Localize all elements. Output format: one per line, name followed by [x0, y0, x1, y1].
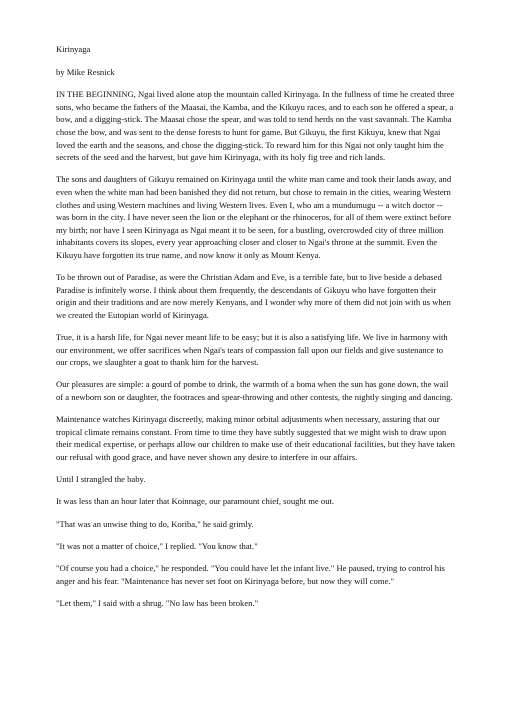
paragraph: True, it is a harsh life, for Ngai never meant life to be easy; but it is also a satisfying life. We live in harmony with our environment, we offer sacrifices when Ngai's tears of compassion fall upon our fields and give sustenance to our crops, we slaughter a goat to thank him for the harvest. — [56, 332, 448, 368]
document-title: Kirinyaga — [56, 44, 91, 54]
paragraph: It was less than an hour later that Koinnage, our paramount chief, sought me out. — [56, 496, 335, 507]
paragraph: "Of course you had a choice," he responded. "You could have let the infant live." He paused, trying to control his anger and his fear. "Maintenance has never set foot on Kirinyaga before, but now they will come." — [56, 562, 445, 586]
paragraph: Until I strangled the baby. — [56, 474, 146, 485]
paragraph: "That was an unwise thing to do, Koriba," he said grimly. — [56, 518, 254, 529]
paragraph: IN THE BEGINNING, Ngai lived alone atop the mountain called Kirinyaga. In the fullness of time he created three sons, who became the fathers of the Maasai, the Kamba, and the Kikuyu races, and to each son he offered a spear, a bow, and a digging-stick. The Maasai chose the spear, and was told to tend herds on the vast savannah. The Kamba chose the bow, and was sent to the dense forests to hunt for game. But Gikuyu, the first Kikuyu, knew that Ngai loved the earth and the seasons, and chose the digging-stick. To reward him for this Ngai not only taught him the secrets of the seed and the harvest, but gave him Kirinyaga, with its holy fig tree and rich lands. — [56, 89, 455, 163]
paragraph: To be thrown out of Paradise, as were the Christian Adam and Eve, is a terrible fate, but to live beside a debased Paradise is infinitely worse. I think about them frequently, the descendants of Gikuyu who have forgotten their origin and their traditions and are now merely Kenyans, and I wonder why more of them did not join with us when we created the Eutopian world of Kirinyaga. — [56, 272, 451, 320]
paragraph: "Let them," I said with a shrug. "No law has been broken." — [56, 597, 259, 608]
paragraph: "It was not a matter of choice," I replied. "You know that." — [56, 540, 258, 551]
paragraph: Maintenance watches Kirinyaga discreetly, making minor orbital adjustments when necessary, assuring that our tropical climate remains constant. From time to time they have subtly suggested that we might wish to draw upon their medical expertise, or perhaps allow our children to make use of their educational facilities, but they have taken our refusal with good grace, and have never shown any desire to interfere in our affairs. — [56, 414, 455, 462]
paragraph: Our pleasures are simple: a gourd of pombe to drink, the warmth of a boma when the sun has gone down, the wail of a newborn son or daughter, the footraces and spear-throwing and other contests, the nightly singing and dancing. — [56, 379, 453, 403]
paragraph: The sons and daughters of Gikuyu remained on Kirinyaga until the white man came and took their lands away, and even when the white man had been banished they did not return, but chose to remain in the cities, wearing Western clothes and using Western machines and living Western lives. Even I, who am a mundumugu -- a witch doctor -- was born in the city. I have never seen the lion or the elephant or the rhinoceros, for all of them were extinct before my birth; nor have I seen Kirinyaga as Ngai meant it to be seen, for a bustling, overcrowded city of three million inhabitants covers its slopes, every year approaching closer and closer to Ngai's throne at the summit. Even the Kikuyu have forgotten its true name, and now know it only as Mount Kenya. — [56, 174, 452, 260]
document-byline: by Mike Resnick — [56, 66, 115, 77]
